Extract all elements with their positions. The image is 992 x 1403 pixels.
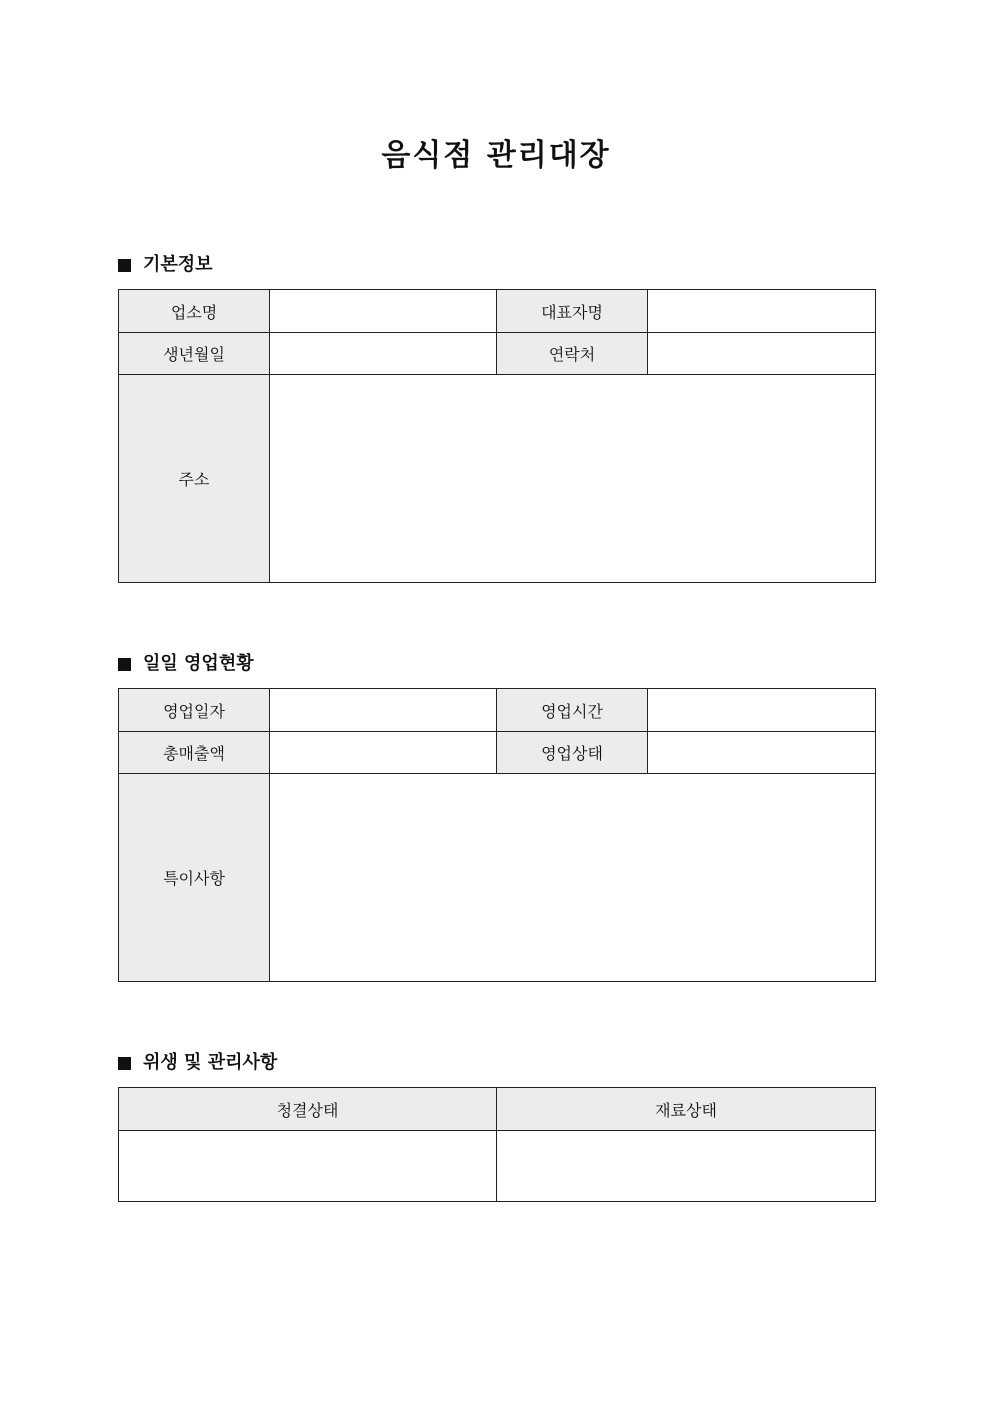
- total-sales-label: 총매출액: [119, 732, 270, 774]
- cleanliness-label: 청결상태: [119, 1088, 497, 1131]
- business-date-label: 영업일자: [119, 689, 270, 732]
- business-hours-label: 영업시간: [497, 689, 648, 732]
- contact-label: 연락처: [497, 333, 648, 375]
- table-row: [119, 290, 876, 333]
- ingredients-label: 재료상태: [497, 1088, 876, 1131]
- table-row: [119, 774, 876, 982]
- notes-label: 특이사항: [119, 774, 270, 982]
- business-hours-field[interactable]: [648, 689, 876, 732]
- business-name-field[interactable]: [270, 290, 497, 333]
- address-field[interactable]: [270, 375, 876, 583]
- daily-status-table: [118, 688, 876, 982]
- ingredients-field[interactable]: [497, 1131, 876, 1202]
- table-row: [119, 732, 876, 774]
- total-sales-field[interactable]: [270, 732, 497, 774]
- birth-date-field[interactable]: [270, 333, 497, 375]
- section-basic-info-title: 기본정보: [143, 254, 213, 275]
- representative-label: 대표자명: [497, 290, 648, 333]
- notes-field[interactable]: [270, 774, 876, 982]
- business-date-field[interactable]: [270, 689, 497, 732]
- section-basic-info-heading: [118, 253, 213, 277]
- square-bullet-icon: [118, 658, 131, 671]
- address-label: 주소: [119, 375, 270, 583]
- section-daily-status-heading: [118, 652, 254, 676]
- business-state-label: 영업상태: [497, 732, 648, 774]
- page-title: 음식점 관리대장: [381, 138, 611, 173]
- representative-field[interactable]: [648, 290, 876, 333]
- business-state-field[interactable]: [648, 732, 876, 774]
- square-bullet-icon: [118, 259, 131, 272]
- business-name-label: 업소명: [119, 290, 270, 333]
- table-row: [119, 333, 876, 375]
- table-row: [119, 1131, 876, 1202]
- section-hygiene-heading: [118, 1051, 277, 1075]
- section-daily-status-title: 일일 영업현황: [143, 653, 254, 674]
- contact-field[interactable]: [648, 333, 876, 375]
- table-row: [119, 689, 876, 732]
- table-row: [119, 1088, 876, 1131]
- square-bullet-icon: [118, 1057, 131, 1070]
- birth-date-label: 생년월일: [119, 333, 270, 375]
- basic-info-table: [118, 289, 876, 583]
- section-hygiene-title: 위생 및 관리사항: [143, 1052, 278, 1073]
- table-row: [119, 375, 876, 583]
- hygiene-table: [118, 1087, 876, 1202]
- cleanliness-field[interactable]: [119, 1131, 497, 1202]
